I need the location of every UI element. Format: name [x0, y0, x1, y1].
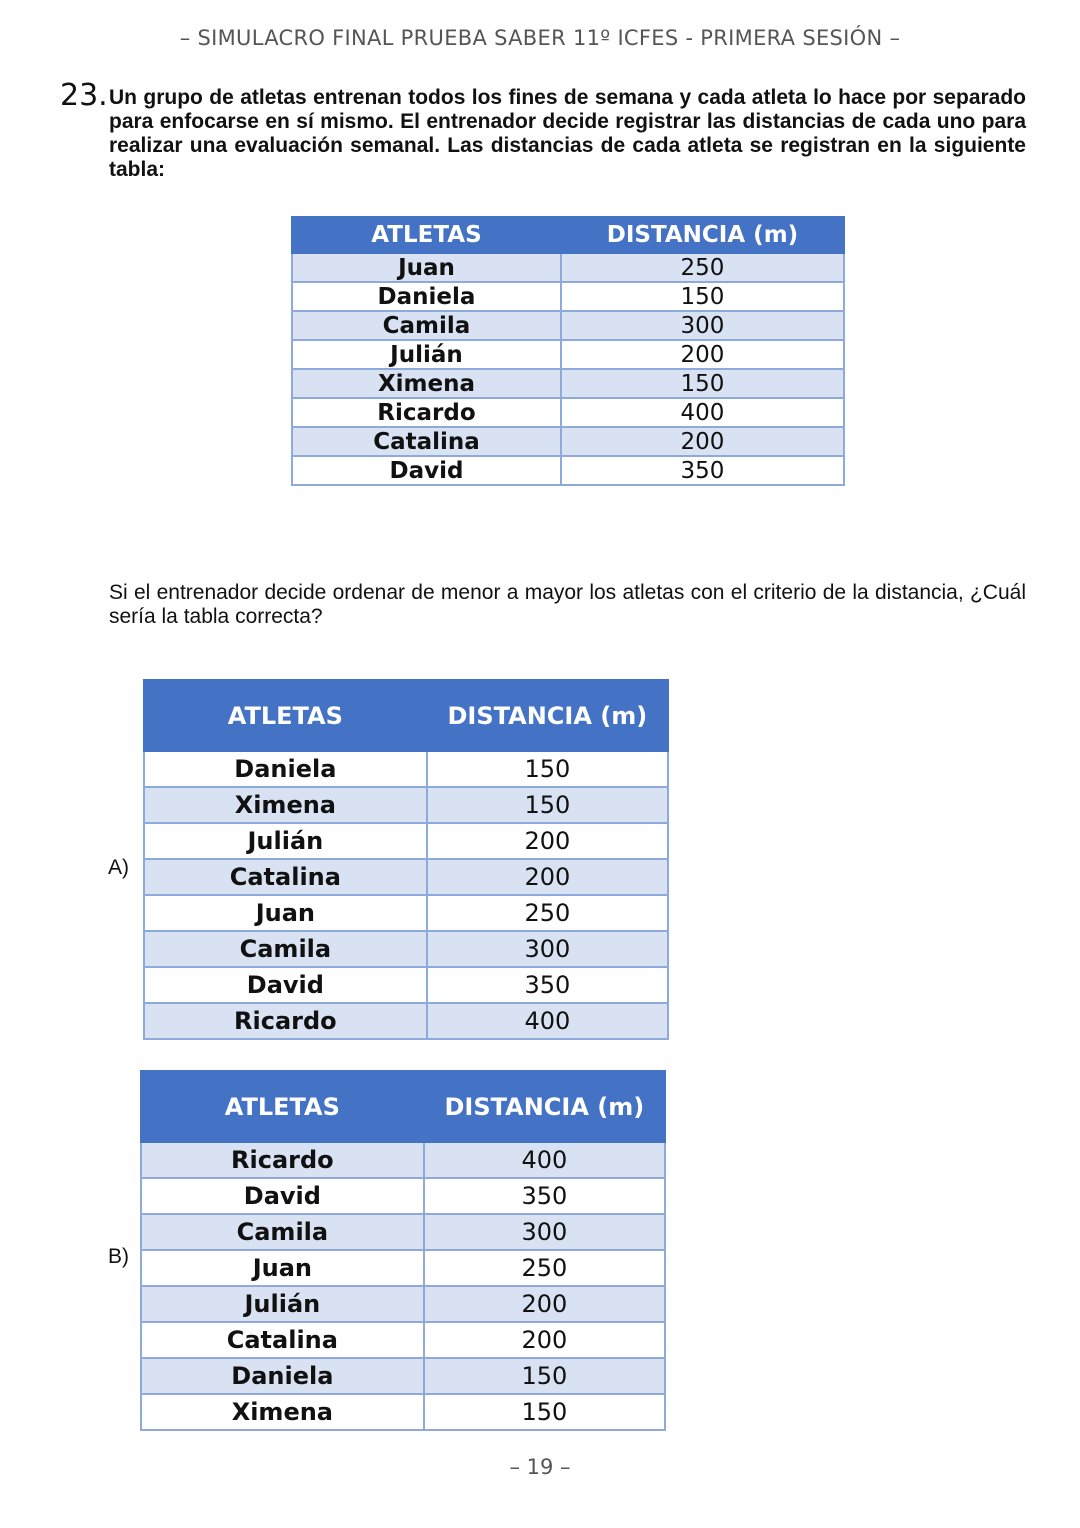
table-row [141, 1178, 665, 1214]
option-b-table[interactable] [140, 1070, 666, 1431]
athlete-name: Daniela [144, 751, 427, 787]
athlete-distance: 150 [427, 751, 668, 787]
question-number: 23. [60, 78, 108, 113]
option-b-label[interactable]: B) [108, 1245, 129, 1268]
athlete-distance: 200 [561, 427, 844, 456]
athlete-distance: 200 [424, 1322, 665, 1358]
athlete-name: Ricardo [144, 1003, 427, 1039]
table-row [144, 895, 668, 931]
athlete-distance: 150 [561, 369, 844, 398]
question-text: Un grupo de atletas entrenan todos los fines de semana y cada atleta lo hace por separado para enfocarse en sí mismo. El entrenador decide registrar las distancias de cada uno para realizar una evaluación semanal. Las distancias de cada atleta se registran en la siguiente tabla: [109, 86, 1026, 181]
athlete-distance: 200 [427, 859, 668, 895]
athletes-distance-table [291, 216, 845, 486]
athlete-distance: 350 [424, 1178, 665, 1214]
athlete-distance: 250 [424, 1250, 665, 1286]
athlete-name: David [144, 967, 427, 1003]
athlete-name: Ricardo [292, 398, 561, 427]
table-row [292, 282, 844, 311]
athlete-name: Catalina [141, 1322, 424, 1358]
table-row [144, 787, 668, 823]
athlete-distance: 400 [424, 1142, 665, 1178]
table-row [292, 311, 844, 340]
table-row [141, 1214, 665, 1250]
question-prompt: Si el entrenador decide ordenar de menor a mayor los atletas con el criterio de la distancia, ¿Cuál sería la tabla correcta? [109, 581, 1026, 628]
column-header-distance: DISTANCIA (m) [424, 1071, 665, 1142]
column-header-distance: DISTANCIA (m) [427, 680, 668, 751]
athlete-name: Daniela [141, 1358, 424, 1394]
table-row [292, 456, 844, 485]
column-header-athletes: ATLETAS [141, 1071, 424, 1142]
athlete-name: Ricardo [141, 1142, 424, 1178]
athlete-distance: 200 [424, 1286, 665, 1322]
table-row [144, 967, 668, 1003]
athlete-name: Julián [292, 340, 561, 369]
athlete-name: David [141, 1178, 424, 1214]
column-header-athletes: ATLETAS [292, 217, 561, 253]
athlete-distance: 200 [561, 340, 844, 369]
column-header-distance: DISTANCIA (m) [561, 217, 844, 253]
athlete-name: Daniela [292, 282, 561, 311]
table-row [292, 340, 844, 369]
athlete-name: Juan [141, 1250, 424, 1286]
athlete-name: David [292, 456, 561, 485]
table-row [292, 253, 844, 282]
table-row [141, 1250, 665, 1286]
athlete-distance: 150 [427, 787, 668, 823]
table-row [141, 1286, 665, 1322]
athlete-distance: 300 [427, 931, 668, 967]
athlete-name: Catalina [292, 427, 561, 456]
athlete-distance: 150 [424, 1394, 665, 1430]
table-row [141, 1322, 665, 1358]
athlete-distance: 400 [427, 1003, 668, 1039]
athlete-distance: 300 [424, 1214, 665, 1250]
table-row [292, 427, 844, 456]
athlete-name: Juan [144, 895, 427, 931]
athlete-distance: 350 [427, 967, 668, 1003]
page-header: – SIMULACRO FINAL PRUEBA SABER 11º ICFES - PRIMERA SESIÓN – [179, 26, 901, 50]
athlete-name: Camila [144, 931, 427, 967]
table-row [292, 398, 844, 427]
table-row [141, 1142, 665, 1178]
athlete-distance: 300 [561, 311, 844, 340]
table-row [144, 1003, 668, 1039]
option-a-table[interactable] [143, 679, 669, 1040]
page-number: – 19 – [509, 1455, 571, 1479]
table-row [141, 1358, 665, 1394]
athlete-distance: 150 [561, 282, 844, 311]
athlete-name: Ximena [144, 787, 427, 823]
athlete-distance: 200 [427, 823, 668, 859]
athlete-distance: 250 [561, 253, 844, 282]
table-row [144, 823, 668, 859]
athlete-name: Catalina [144, 859, 427, 895]
table-row [141, 1394, 665, 1430]
athlete-name: Ximena [292, 369, 561, 398]
option-a-label[interactable]: A) [108, 856, 129, 879]
table-row [144, 751, 668, 787]
athlete-distance: 250 [427, 895, 668, 931]
athlete-distance: 150 [424, 1358, 665, 1394]
athlete-distance: 400 [561, 398, 844, 427]
athlete-name: Camila [292, 311, 561, 340]
athlete-name: Julián [141, 1286, 424, 1322]
table-row [144, 859, 668, 895]
athlete-distance: 350 [561, 456, 844, 485]
athlete-name: Ximena [141, 1394, 424, 1430]
athlete-name: Juan [292, 253, 561, 282]
column-header-athletes: ATLETAS [144, 680, 427, 751]
athlete-name: Julián [144, 823, 427, 859]
table-row [144, 931, 668, 967]
table-row [292, 369, 844, 398]
athlete-name: Camila [141, 1214, 424, 1250]
